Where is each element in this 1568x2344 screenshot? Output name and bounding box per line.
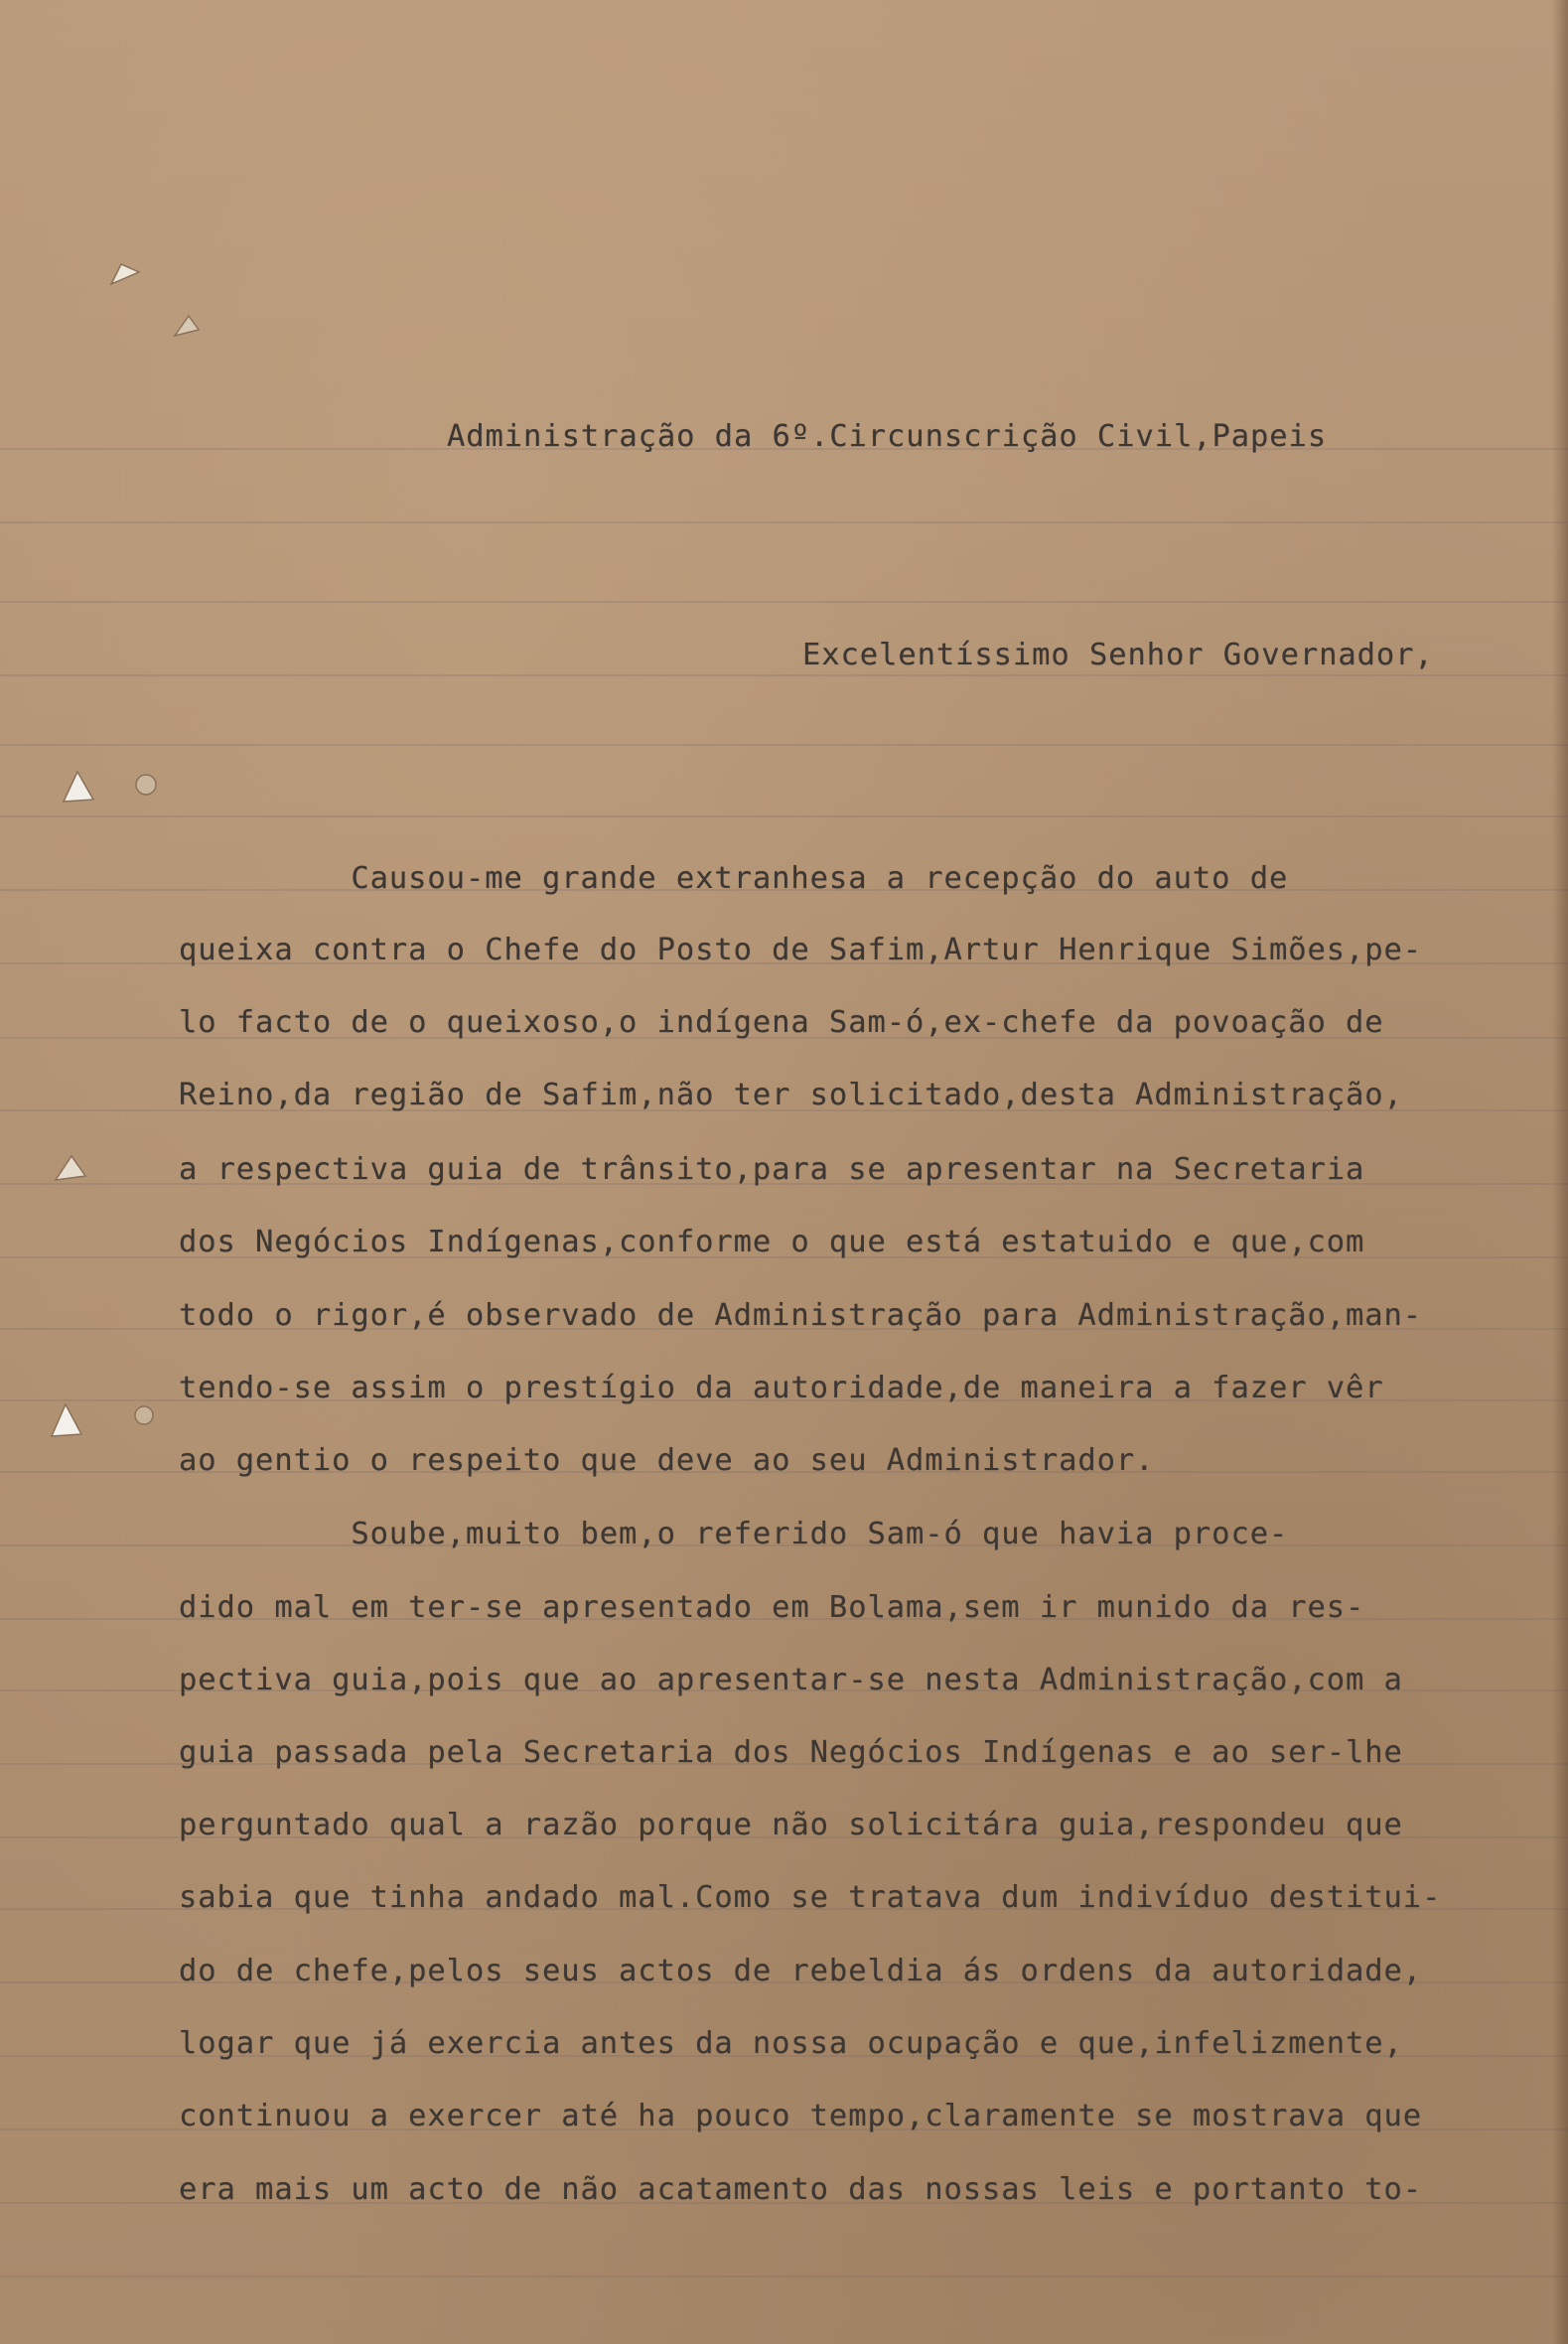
paragraph-1-line: queixa contra o Chefe do Posto de Safim,Artur Henrique Simões,pe- bbox=[179, 933, 1423, 967]
paragraph-1-line: dos Negócios Indígenas,conforme o que está estatuido e que,com bbox=[179, 1225, 1365, 1259]
letter-salutation: Excelentíssimo Senhor Governador, bbox=[802, 638, 1434, 672]
paragraph-1-line: lo facto de o queixoso,o indígena Sam-ó,ex-chefe da povoação de bbox=[179, 1005, 1384, 1040]
paragraph-1-line: tendo-se assim o prestígio da autoridade,de maneira a fazer vêr bbox=[179, 1371, 1384, 1405]
paper-right-edge bbox=[1552, 0, 1568, 2344]
paragraph-2-line: pectiva guia,pois que ao apresentar-se nesta Administração,com a bbox=[179, 1663, 1403, 1697]
paragraph-2-line: guia passada pela Secretaria dos Negócios Indígenas e ao ser-lhe bbox=[179, 1735, 1403, 1770]
paragraph-2-line: perguntado qual a razão porque não solicitára guia,respondeu que bbox=[179, 1808, 1403, 1842]
letter-heading: Administração da 6º.Circunscrição Civil,Papeis bbox=[447, 419, 1328, 454]
paragraph-2-line: dido mal em ter-se apresentado em Bolama,sem ir munido da res- bbox=[179, 1590, 1365, 1625]
paragraph-2-line: era mais um acto de não acatamento das nossas leis e portanto to- bbox=[179, 2172, 1423, 2207]
paragraph-1-line: Reino,da região de Safim,não ter solicitado,desta Administração, bbox=[179, 1078, 1403, 1112]
paragraph-2-line: Soube,muito bem,o referido Sam-ó que havia proce- bbox=[179, 1517, 1289, 1551]
paragraph-1-line: a respectiva guia de trânsito,para se apresentar na Secretaria bbox=[179, 1152, 1365, 1187]
paragraph-2-line: sabia que tinha andado mal.Como se tratava dum indivíduo destitui- bbox=[179, 1880, 1442, 1915]
paragraph-2-line: do de chefe,pelos seus actos de rebeldia ás ordens da autoridade, bbox=[179, 1954, 1423, 1988]
paragraph-1-line: Causou-me grande extranhesa a recepção do auto de bbox=[179, 861, 1289, 896]
paragraph-1-line: ao gentio o respeito que deve ao seu Administrador. bbox=[179, 1443, 1155, 1478]
paragraph-2-line: continuou a exercer até ha pouco tempo,claramente se mostrava que bbox=[179, 2099, 1423, 2133]
paragraph-2-line: logar que já exercia antes da nossa ocupação e que,infelizmente, bbox=[179, 2026, 1403, 2061]
paragraph-1-line: todo o rigor,é observado de Administração para Administração,man- bbox=[179, 1298, 1423, 1333]
